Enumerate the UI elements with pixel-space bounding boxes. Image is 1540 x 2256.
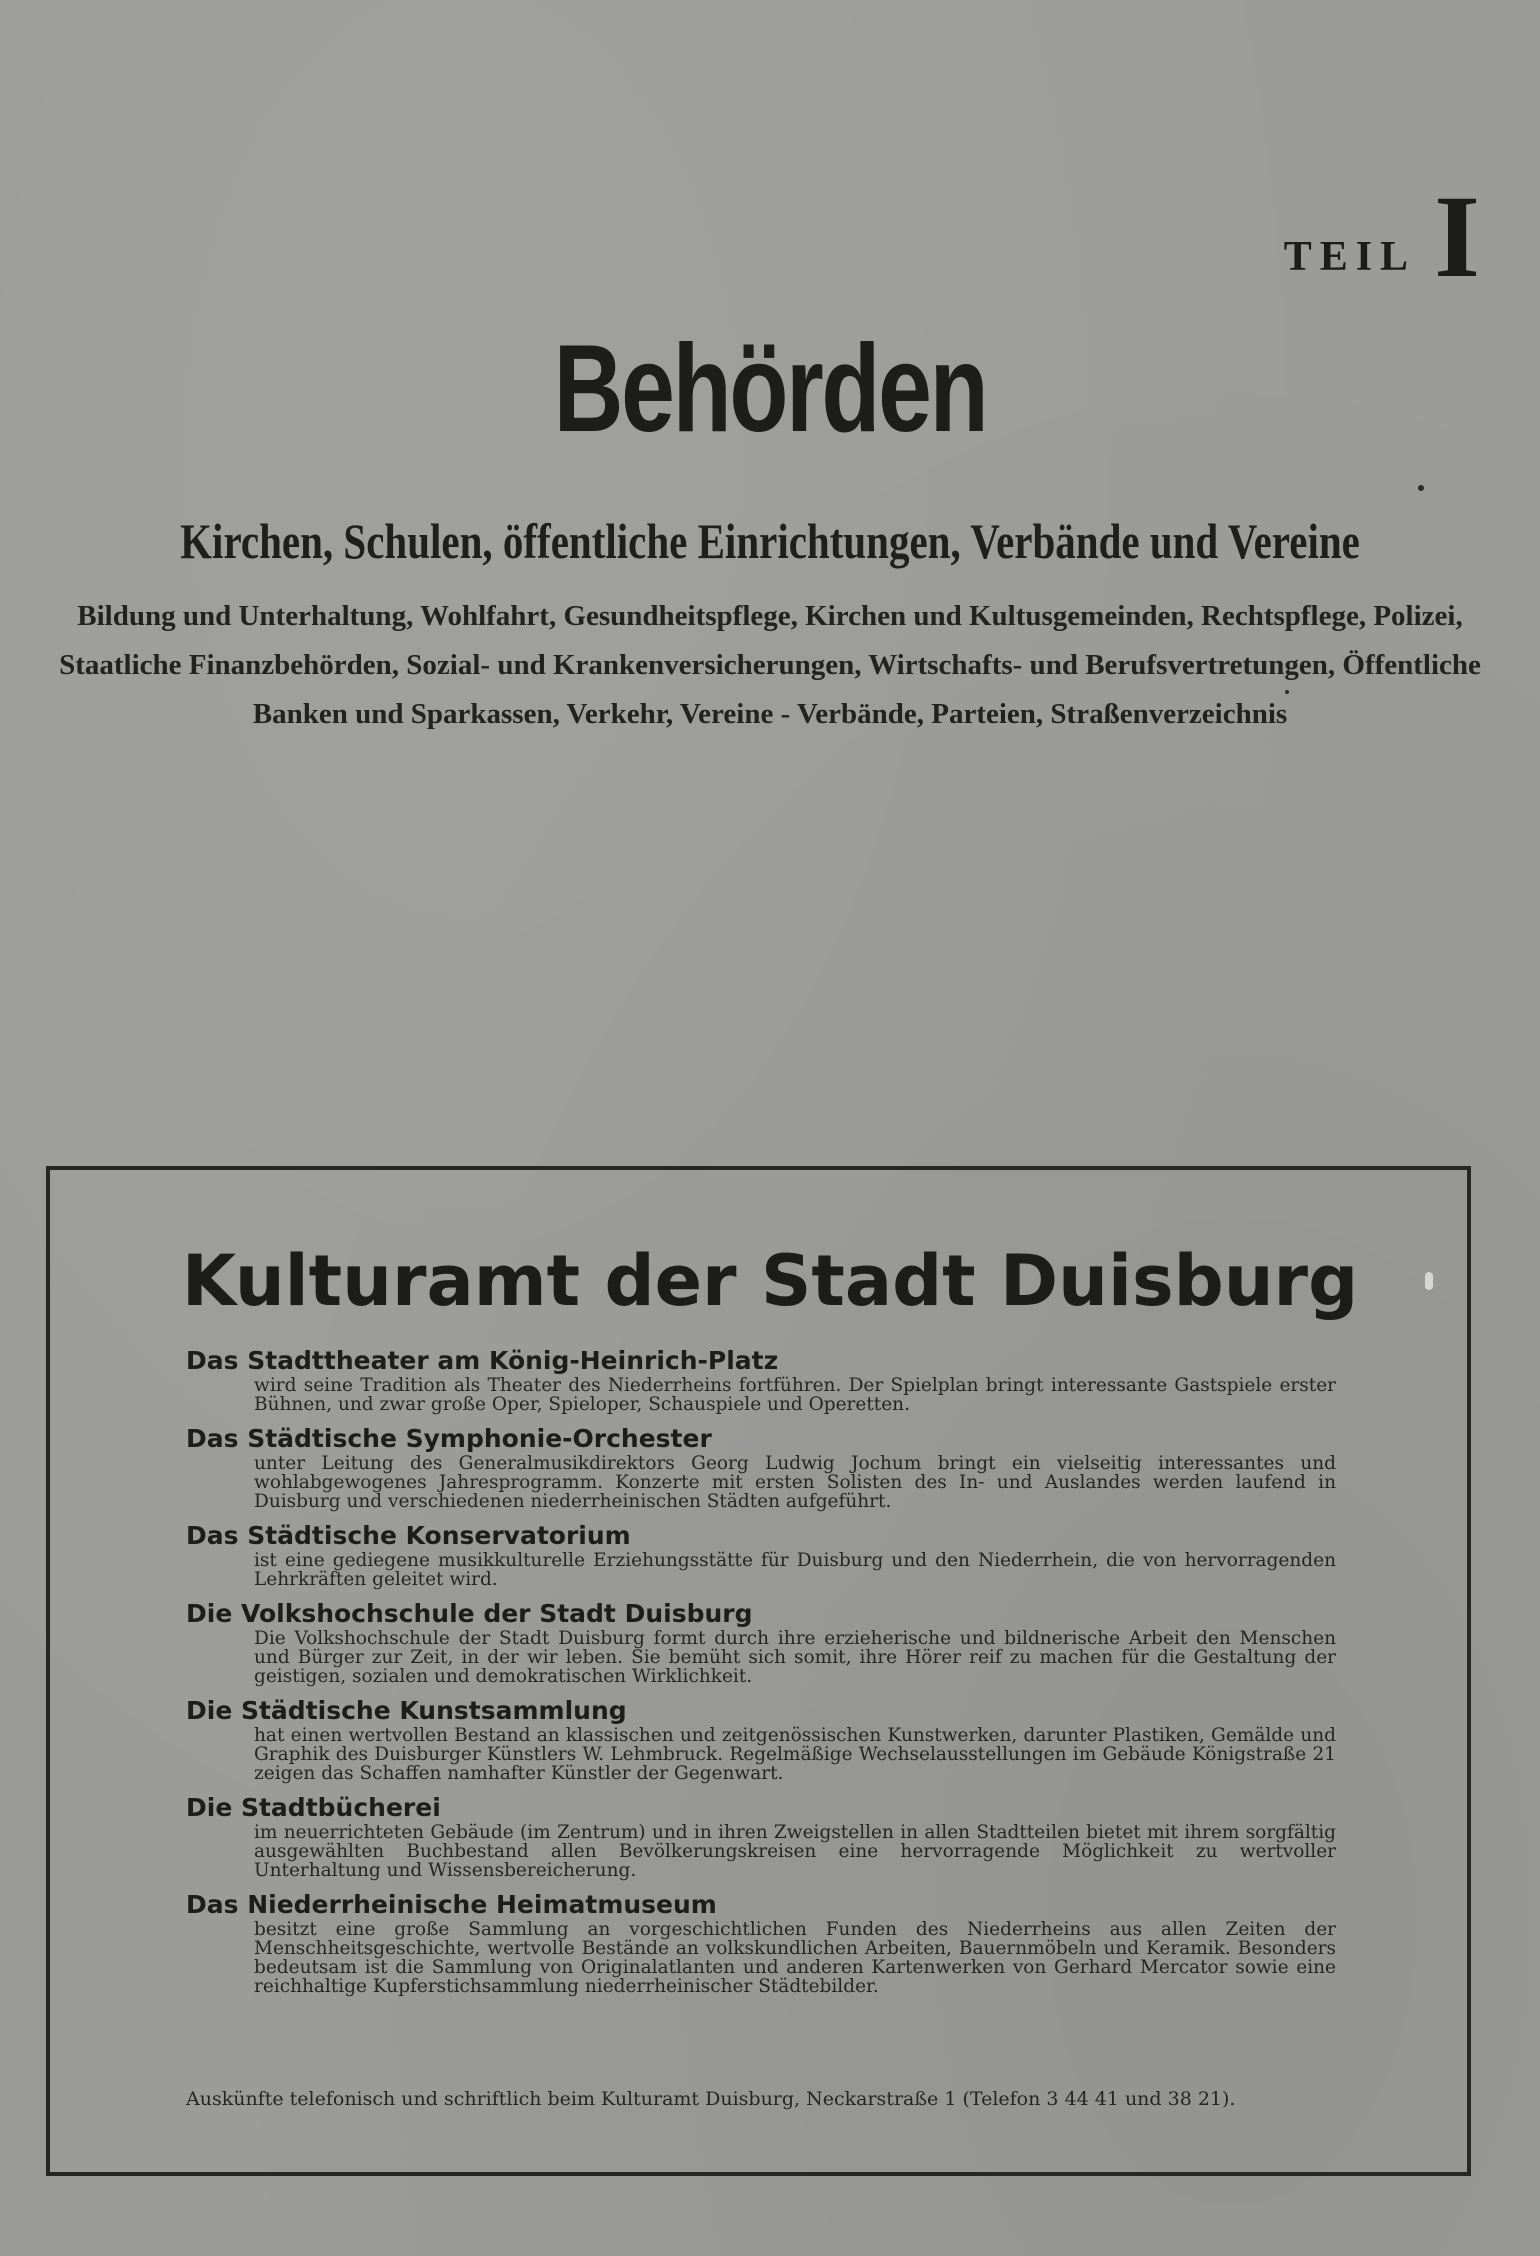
entry-text: wird seine Tradition als Theater des Niederrheins fortführen. Der Spielplan bringt interessante Gastspiele erster Bühnen, und zwar große Oper, Spieloper, Schauspiele und Operetten. xyxy=(254,1375,1336,1415)
entry-text: Die Volkshochschule der Stadt Duisburg formt durch ihre erzieherische und bildnerische Arbeit den Menschen und Bürger zur Zeit, in der wir leben. Sie bemüht sich somit, ihre Hörer reif zu machen für die Gestaltung der geistigen, sozialen und demokratischen Wirklichkeit. xyxy=(254,1628,1336,1687)
topics-list: Bildung und Unterhaltung, Wohlfahrt, Gesundheitspflege, Kirchen und Kultusgemeinden, Rechtspflege, Polizei, Staatliche Finanzbehörden, Sozial- und Krankenversicherungen, Wirtschafts- und Berufsvertretungen, Öffentliche Banken und Sparkassen, Verkehr, Vereine - Verbände, Parteien, Straßenverzeichnis xyxy=(59,600,1481,730)
entry-text: hat einen wertvollen Bestand an klassischen und zeitgenössischen Kunstwerken, darunter Plastiken, Gemälde und Graphik des Duisburger Künstlers W. Lehmbruck. Regelmäßige Wechselausstellungen im Gebäude Königstraße 21 zeigen das Schaffen namhafter Künstler der Gegenwart. xyxy=(254,1725,1336,1784)
page-title: Behörden xyxy=(553,320,987,458)
part-label-word: TEIL xyxy=(1283,234,1417,281)
page-subtitle: Kirchen, Schulen, öffentliche Einrichtungen, Verbände und Vereine xyxy=(180,513,1360,569)
entry-text: im neuerrichteten Gebäude (im Zentrum) und in ihren Zweigstellen in allen Stadtteilen bietet mit ihrem sorgfältig ausgewählten Buchbestand allen Bevölkerungskreisen eine hervorragende Möglichkeit zu wertvoller Unterhaltung und Wissensbereicherung. xyxy=(254,1822,1336,1881)
entry-heading: Das Städtische Konservatorium xyxy=(186,1521,631,1550)
part-number: I xyxy=(1434,171,1480,302)
entry-heading: Die Städtische Kunstsammlung xyxy=(186,1696,627,1725)
entry-heading: Die Stadtbücherei xyxy=(186,1793,441,1822)
entry-text: unter Leitung des Generalmusikdirektors Georg Ludwig Jochum bringt ein vielseitig interessantes und wohlabgewogenes Jahresprogramm. Konzerte mit ersten Solisten des In- und Auslandes werden laufend in Duisburg und verschiedenen niederrheinischen Städten aufgeführt. xyxy=(254,1453,1336,1512)
contact-note: Auskünfte telefonisch und schriftlich beim Kulturamt Duisburg, Neckarstraße 1 (Telefon 3 44 41 und 38 21). xyxy=(186,2088,1236,2110)
entry-heading: Das Stadttheater am König-Heinrich-Platz xyxy=(186,1346,779,1375)
kulturamt-title: Kulturamt der Stadt Duisburg xyxy=(181,1240,1359,1322)
entry-heading: Das Städtische Symphonie-Orchester xyxy=(186,1424,712,1453)
entry-symphonie-orchester xyxy=(186,1424,1336,1511)
entry-heading: Die Volkshochschule der Stadt Duisburg xyxy=(186,1599,753,1628)
entry-kunstsammlung xyxy=(186,1696,1336,1783)
entry-stadtbuecherei xyxy=(186,1793,1336,1880)
entry-heading: Das Niederrheinische Heimatmuseum xyxy=(186,1890,717,1919)
print-speck xyxy=(1418,485,1424,491)
entry-konservatorium xyxy=(186,1521,1336,1589)
entry-heimatmuseum xyxy=(186,1890,1336,1996)
print-speck xyxy=(1425,1272,1433,1290)
entry-text: besitzt eine große Sammlung an vorgeschichtlichen Funden des Niederrheins aus allen Zeiten der Menschheitsgeschichte, wertvolle Bestände an volkskundlichen Arbeiten, Bauernmöbeln und Keramik. Besonders bedeutsam ist die Sammlung von Originalatlanten und anderen Kartenwerken von Gerhard Mercator sowie eine reichhaltige Kupferstichsammlung niederrheinischer Städtebilder. xyxy=(254,1919,1336,1997)
entry-volkshochschule xyxy=(186,1599,1336,1686)
print-speck xyxy=(1285,690,1289,694)
kulturamt-entries xyxy=(186,1346,1336,2006)
part-label xyxy=(1283,171,1480,302)
entry-text: ist eine gediegene musikkulturelle Erziehungsstätte für Duisburg und den Niederrhein, die von hervorragenden Lehrkräften geleitet wird. xyxy=(254,1550,1336,1590)
entry-stadttheater xyxy=(186,1346,1336,1414)
